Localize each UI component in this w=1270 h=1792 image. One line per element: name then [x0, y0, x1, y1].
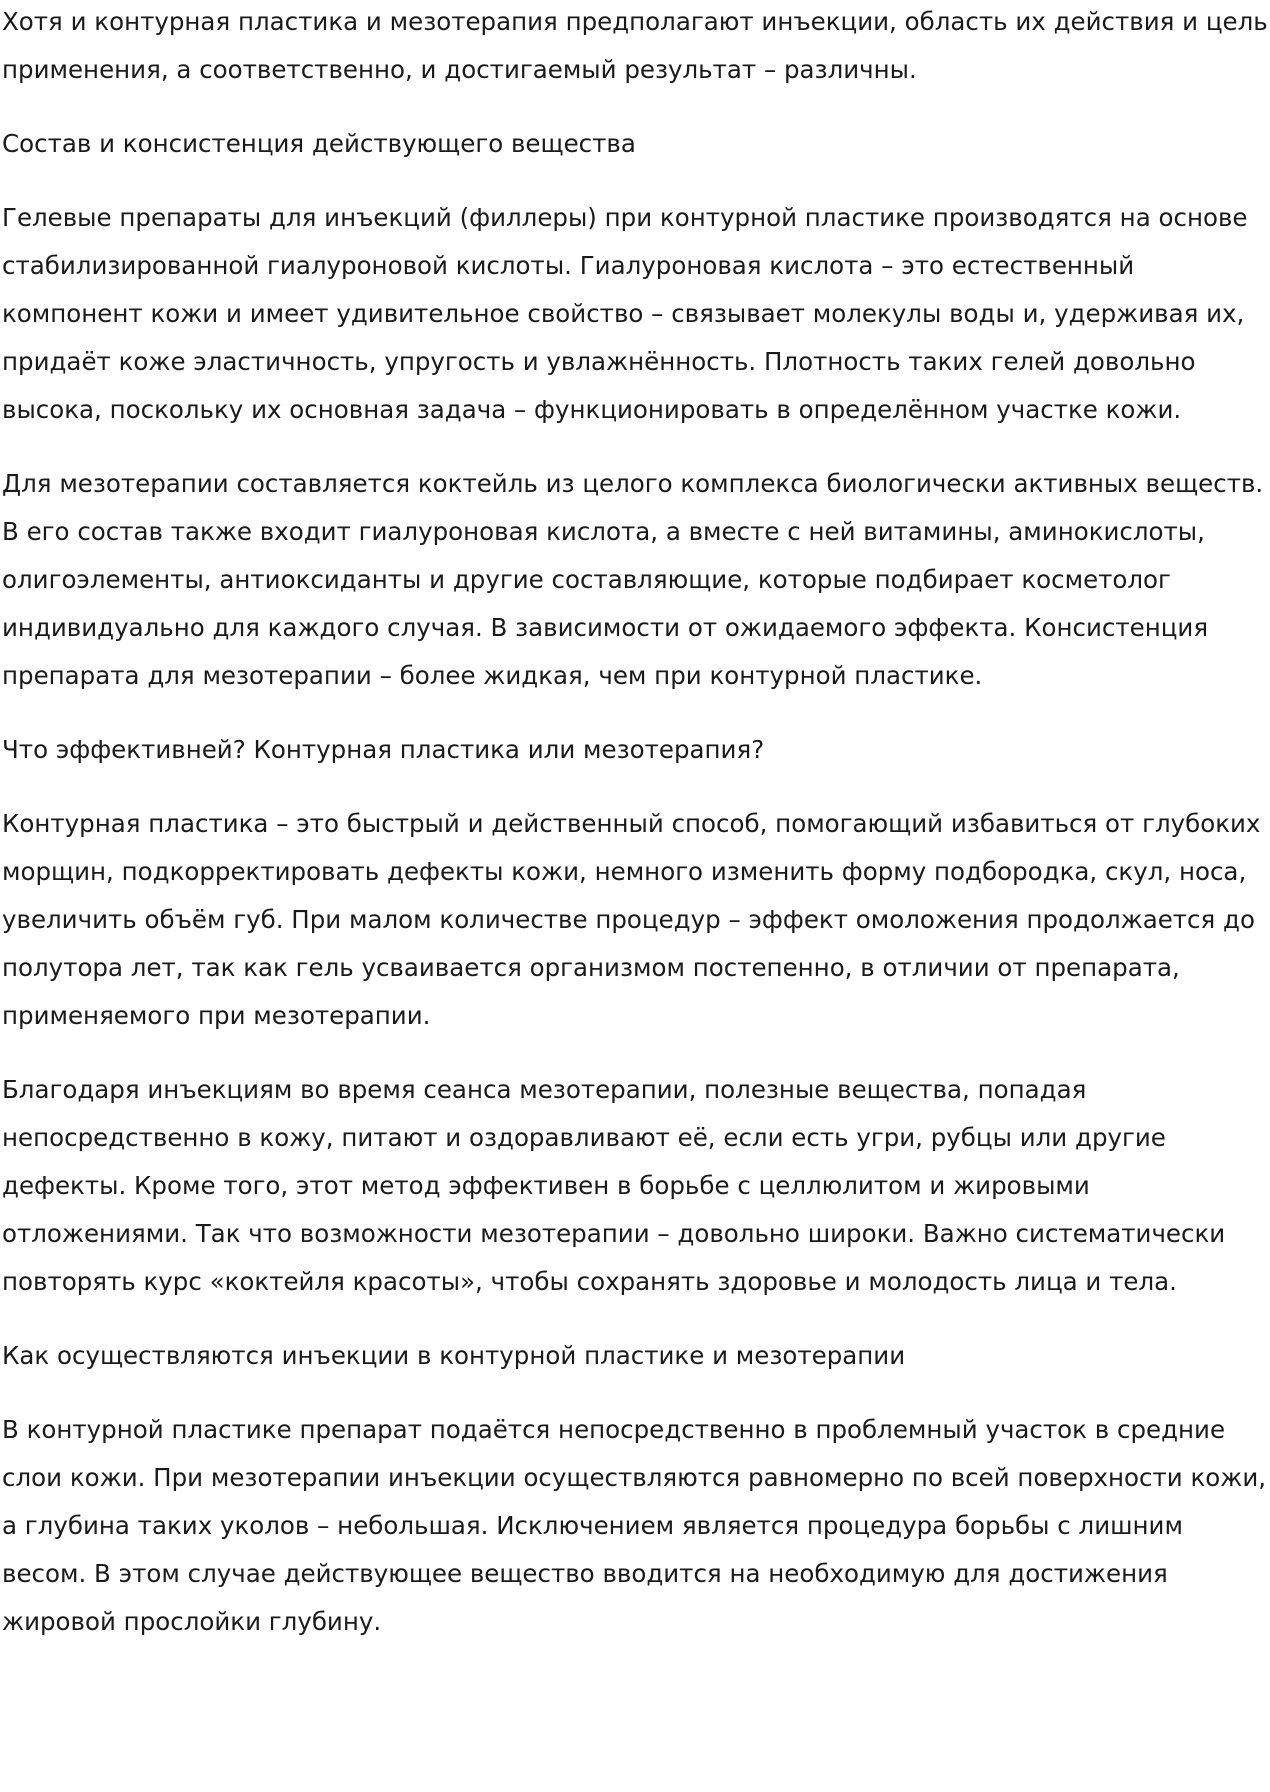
- paragraph-contour-plastic: Контурная пластика – это быстрый и действенный способ, помогающий избавиться от глубоких морщин, подкорректировать дефекты кожи, немного изменить форму подбородка, скул, носа, увеличить объём губ. При малом количестве процедур – эффект омоложения продолжается до полутора лет, так как гель усваивается организмом постепенно, в отличии от препарата, применяемого при мезотерапии.: [2, 809, 1261, 1030]
- paragraph-mesotherapy-cocktail: Для мезотерапии составляется коктейль из целого комплекса биологически активных веществ. В его состав также входит гиалуроновая кислота, а вместе с ней витамины, аминокислоты, олигоэлементы, антиоксиданты и другие составляющие, которые подбирает косметолог индивидуально для каждого случая. В зависимости от ожидаемого эффекта. Консистенция препарата для мезотерапии – более жидкая, чем при контурной пластике.: [2, 469, 1264, 690]
- paragraph-fillers: Гелевые препараты для инъекций (филлеры) при контурной пластике производятся на основе стабилизированной гиалуроновой кислоты. Гиалуроновая кислота – это естественный компонент кожи и имеет удивительное свойство – связывает молекулы воды и, удерживая их, придаёт коже эластичность, упругость и увлажнённость. Плотность таких гелей довольно высока, поскольку их основная задача – функционировать в определённом участке кожи.: [2, 203, 1248, 424]
- paragraph-injection-method: В контурной пластике препарат подаётся непосредственно в проблемный участок в средние слои кожи. При мезотерапии инъекции осуществляются равномерно по всей поверхности кожи, а глубина таких уколов – небольшая. Исключением является процедура борьбы с лишним весом. В этом случае действующее вещество вводится на необходимую для достижения жировой прослойки глубину.: [2, 1415, 1267, 1636]
- intro-paragraph: Хотя и контурная пластика и мезотерапия предполагают инъекции, область их действия и цель применения, а соответственно, и достигаемый результат – различны.: [2, 7, 1268, 84]
- paragraph-mesotherapy-benefits: Благодаря инъекциям во время сеанса мезотерапии, полезные вещества, попадая непосредственно в кожу, питают и оздоравливают её, если есть угри, рубцы или другие дефекты. Кроме того, этот метод эффективен в борьбе с целлюлитом и жировыми отложениями. Так что возможности мезотерапии – довольно широки. Важно систематически повторять курс «коктейля красоты», чтобы сохранять здоровье и молодость лица и тела.: [2, 1075, 1226, 1296]
- section-heading-composition: Состав и консистенция действующего вещества: [2, 129, 636, 158]
- section-heading-injections: Как осуществляются инъекции в контурной пластике и мезотерапии: [2, 1341, 906, 1370]
- section-heading-effectiveness: Что эффективней? Контурная пластика или мезотерапия?: [2, 735, 765, 764]
